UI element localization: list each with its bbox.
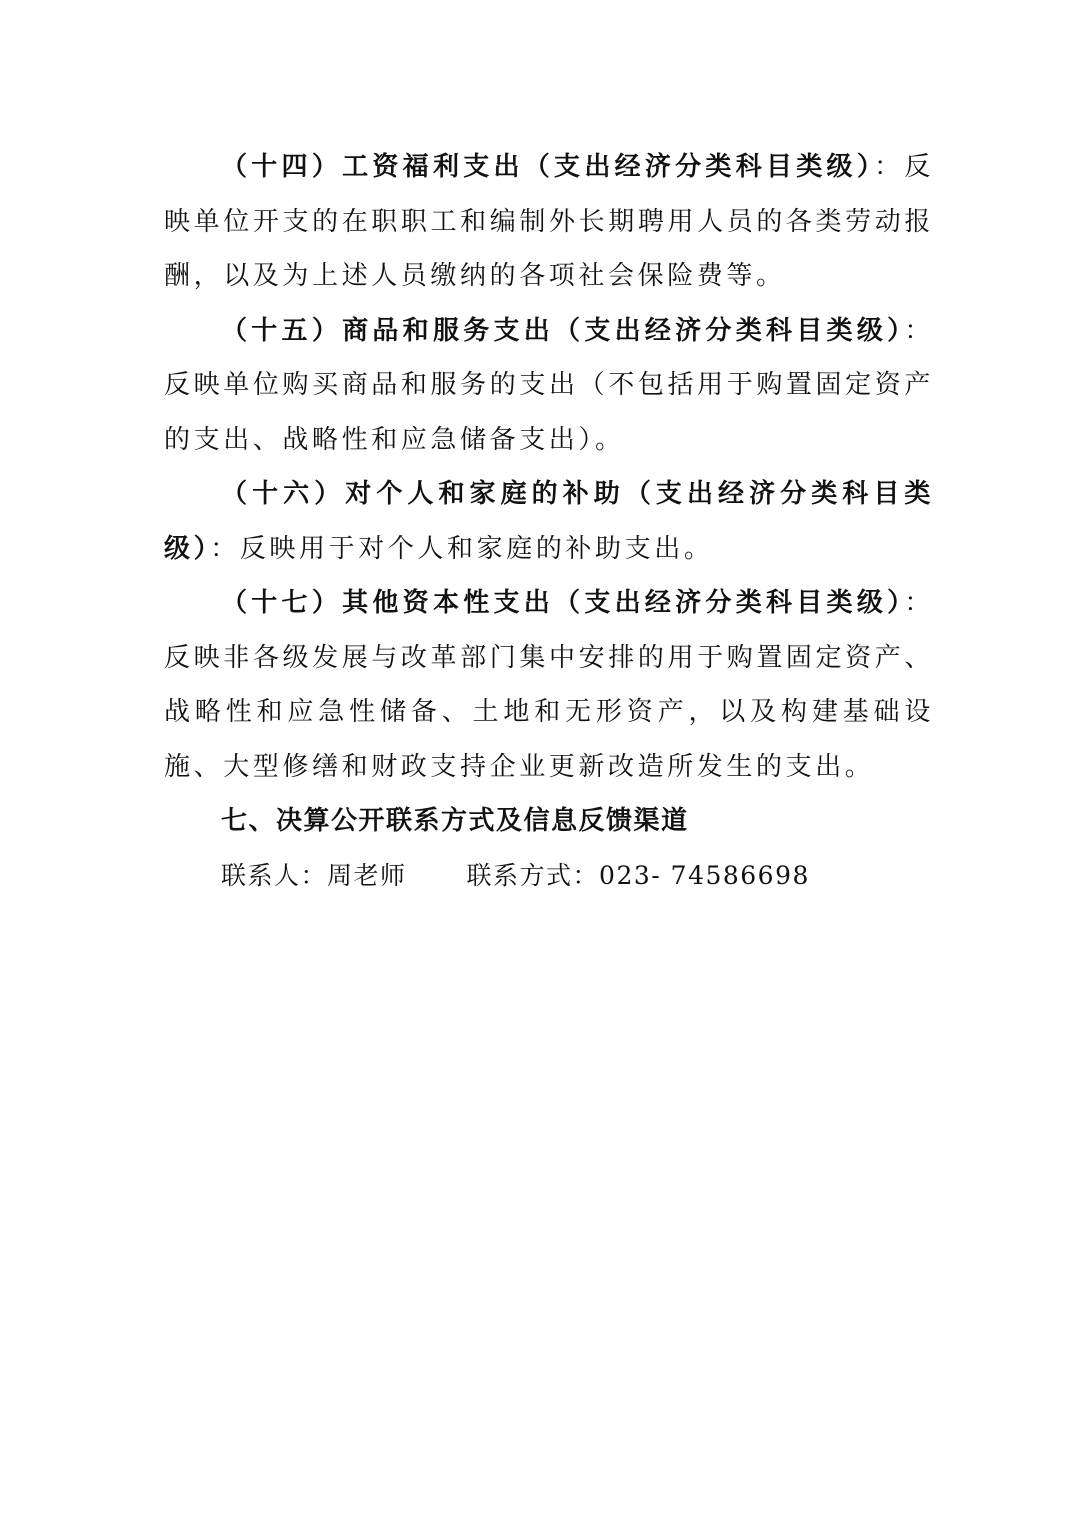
item-body: 反映用于对个人和家庭的补助支出。 [239, 533, 714, 564]
item-other-capital [164, 576, 934, 794]
contact-method-label: 联系方式： [466, 860, 600, 890]
contact-person-label: 联系人： [221, 860, 328, 890]
section-7-title: 七、决算公开联系方式及信息反馈渠道 [221, 806, 689, 836]
item-heading: （十七）其他资本性支出（支出经济分类科目类级） [221, 588, 905, 618]
item-colon: ： [904, 315, 934, 346]
item-household-subsidy [164, 467, 934, 576]
item-wage-welfare [164, 140, 934, 304]
item-heading: （十五）商品和服务支出（支出经济分类科目类级） [221, 315, 905, 346]
contact-line [164, 849, 934, 904]
item-colon: ： [874, 152, 905, 182]
item-body: 反映非各级发展与改革部门集中安排的用于购置固定资产、战略性和应急性储备、土地和无形资产，以及构建基础设施、大型修缮和财政支持企业更新改造所发生的支出。 [164, 642, 934, 782]
item-colon: ： [210, 533, 240, 564]
document-content [164, 140, 934, 903]
item-goods-services [164, 304, 934, 468]
contact-phone: 023- 74586698 [599, 860, 810, 890]
item-colon: ： [904, 588, 934, 618]
item-heading: （十四）工资福利支出（支出经济分类科目类级） [221, 152, 875, 182]
item-heading: （十六）对个人和家庭的补助（支出经济分类科目类级） [164, 479, 934, 564]
contact-person: 周老师 [327, 860, 407, 890]
item-body: 反映单位购买商品和服务的支出（不包括用于购置固定资产的支出、战略性和应急储备支出）。 [164, 370, 934, 455]
item-body: 反映单位开支的在职职工和编制外长期聘用人员的各类劳动报酬，以及为上述人员缴纳的各项社会保险费等。 [164, 152, 934, 291]
